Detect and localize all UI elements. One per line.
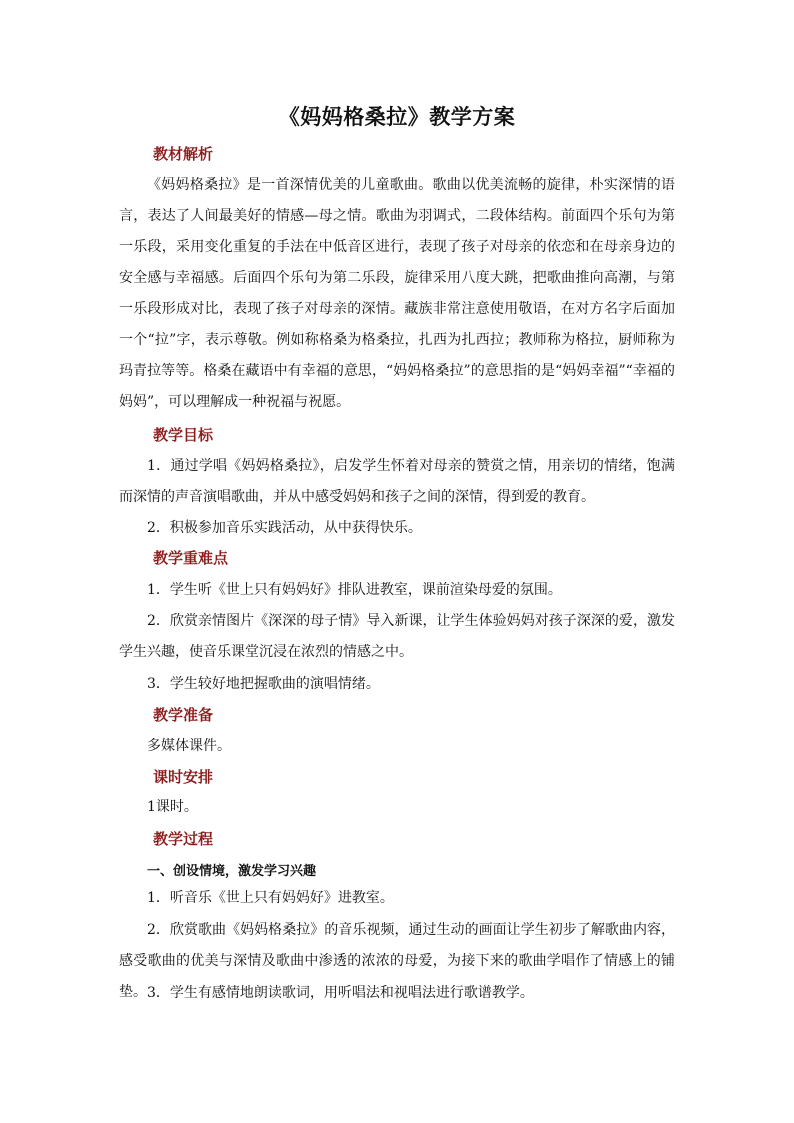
section-heading-preparation: 教学准备 [153, 706, 214, 724]
preparation-text: 多媒体课件。 [147, 738, 231, 754]
analysis-paragraph: 《妈妈格桑拉》是一首深情优美的儿童歌曲。歌曲以优美流畅的旋律，朴实深情的语言，表达了人间最美好的情感—母之情。歌曲为羽调式，二段体结构。前面四个乐句为第一乐段，采用变化重复的手法在中低音区进行，表现了孩子对母亲的依恋和在母亲身边的安全感与幸福感。后面四个乐句为第二乐段，旋律采用八度大跳，把歌曲推向高潮，与第一乐段形成对比，表现了孩子对母亲的深情。藏族非常注意使用敬语，在对方名字后面加一个“拉”字，表示尊敬。例如称格桑为格桑拉，扎西为扎西拉；教师称为格拉，厨师称为玛青拉等等。格桑在藏语中有幸福的意思，“妈妈格桑拉”的意思指的是“妈妈幸福”“幸福的妈妈”，可以理解成一种祝福与祝愿。 [119, 177, 675, 410]
goals-item-2: 2．积极参加音乐实践活动，从中获得快乐。 [147, 520, 422, 536]
key-points-item-1: 1．学生听《世上只有妈妈好》排队进教室，课前渲染母爱的氛围。 [147, 582, 562, 598]
section-heading-analysis: 教材解析 [153, 145, 214, 163]
document-title: 《妈妈格桑拉》教学方案 [278, 104, 516, 129]
key-points-item-3: 3．学生较好地把握歌曲的演唱情绪。 [147, 676, 380, 692]
section-heading-schedule: 课时安排 [153, 768, 214, 786]
process-item-2: 2．欣赏歌曲《妈妈格桑拉》的音乐视频，通过生动的画面让学生初步了解歌曲内容，感受歌曲的优美与深情及歌曲中渗透的浓浓的母爱，为接下来的歌曲学唱作了情感上的铺垫。 [119, 922, 675, 1000]
section-heading-goals: 教学目标 [153, 426, 214, 444]
process-subheading: 一、创设情境，激发学习兴趣 [147, 864, 317, 879]
process-item-1: 1．听音乐《世上只有妈妈好》进教室。 [147, 890, 394, 906]
goals-item-1: 1．通过学唱《妈妈格桑拉》，启发学生怀着对母亲的赞赏之情，用亲切的情绪，饱满而深情的声音演唱歌曲，并从中感受妈妈和孩子之间的深情，得到爱的教育。 [119, 458, 675, 505]
section-heading-process: 教学过程 [153, 830, 214, 848]
section-heading-key-points: 教学重难点 [153, 549, 229, 567]
schedule-text: 1课时。 [147, 799, 198, 815]
process-item-3: 3．学生有感情地朗读歌词，用听唱法和视唱法进行歌谱教学。 [147, 985, 534, 1001]
key-points-item-2: 2．欣赏亲情图片《深深的母子情》导入新课，让学生体验妈妈对孩子深深的爱，激发学生兴趣，使音乐课堂沉浸在浓烈的情感之中。 [119, 613, 675, 660]
